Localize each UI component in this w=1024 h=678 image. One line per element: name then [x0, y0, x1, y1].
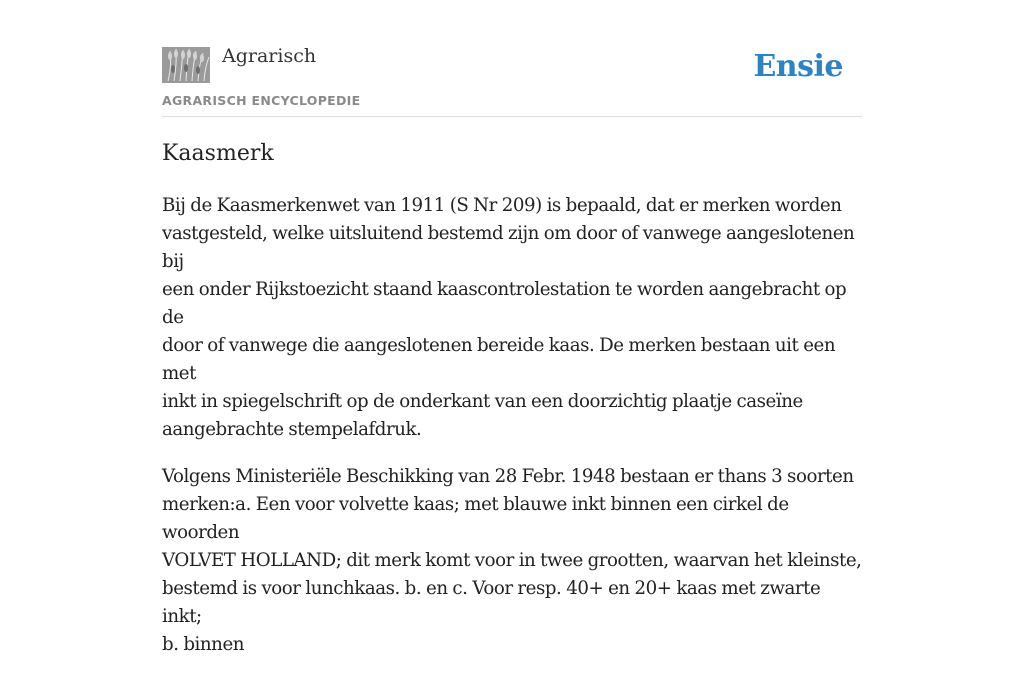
text-line: een onder Rijkstoezicht staand kaascontrolestation te worden aangebracht op de [162, 279, 847, 328]
text-line: bestemd is voor lunchkaas. b. en c. Voor resp. 40+ en 20+ kaas met zwarte inkt; [162, 578, 821, 627]
text-line: Bij de Kaasmerkenwet van 1911 (S Nr 209) is bepaald, dat er merken worden [162, 195, 842, 216]
text-line: aangebrachte stempelafdruk. [162, 419, 422, 440]
text-line: door of vanwege die aangeslotenen bereide kaas. De merken bestaan uit een met [162, 335, 836, 384]
text-line: Volgens Ministeriële Beschikking van 28 Febr. 1948 bestaan er thans 3 soorten [162, 466, 854, 487]
text-line: inkt in spiegelschrift op de onderkant van een doorzichtig plaatje caseïne [162, 391, 803, 412]
text-line: merken:a. Een voor volvette kaas; met blauwe inkt binnen een cirkel de woorden [162, 494, 789, 543]
header [162, 0, 862, 117]
paragraph [162, 463, 862, 659]
entry-body [162, 192, 862, 678]
wheat-icon[interactable] [162, 47, 210, 83]
text-line: b. binnen [162, 634, 245, 655]
paragraph [162, 192, 862, 444]
book-subtitle: AGRARISCH ENCYCLOPEDIE [162, 93, 361, 108]
page [162, 0, 862, 655]
text-line: vastgesteld, welke uitsluitend bestemd zijn om door of vanwege aangeslotenen bij [162, 223, 855, 272]
text-line: VOLVET HOLLAND; dit merk komt voor in twee grootten, waarvan het kleinste, [162, 550, 862, 571]
entry-title: Kaasmerk [162, 141, 274, 166]
brand-logo-link[interactable]: Ensie [753, 49, 843, 84]
book-title[interactable]: Agrarisch [222, 45, 317, 67]
